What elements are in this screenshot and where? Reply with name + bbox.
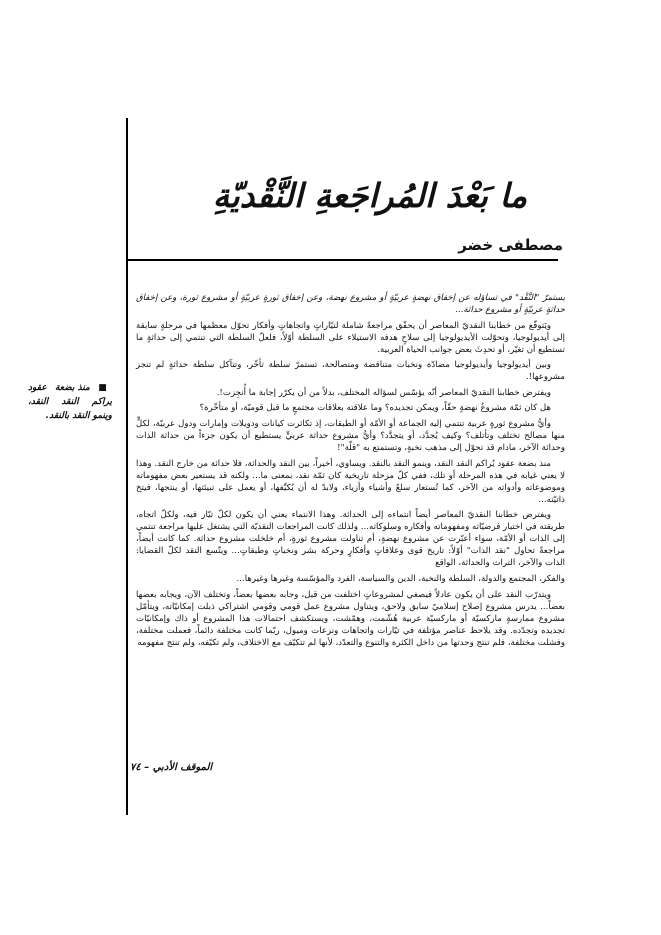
vertical-rule xyxy=(126,118,128,815)
body-paragraph: ويَتوقّع من خطابنا النقديّ المعاصر أن يحقّق مراجعةً شاملة لتيّاراتٍ واتجاهاتٍ وأفكار تحوّل معظمها في مرحلةٍ سابقة إلى أيديولوجيا، وتحوّلت الأيديولوجيا إلى سلاحٍ هدفه الاستيلاء على السلطة أوّلاً، فلعلّ السلطة التي تنتمي إلى حداثةٍ ما تستطيع أن تغيّر، أو تحدِثَ بعض جوانب الحياة العربية. xyxy=(136,320,565,355)
article-title: ما بَعْدَ المُراجَعةِ النَّقْديّةِ xyxy=(212,176,528,215)
article-author: مصطفى خضر xyxy=(458,236,563,254)
page-footer: الموقف الأدبي – ٧٤ xyxy=(130,762,213,773)
body-paragraph: هل كان ثمّة مشروعُ نهضةٍ حقّاً، ويمكن تجديده؟ وما علاقته بعلاقات مجتمعٍ ما قبل قوميّة، أو متأخّرة؟ xyxy=(199,403,551,414)
body-paragraph: والفكر، المجتمع والدولة، السلطة والنخبة، الدين والسياسة، الفرد والمؤسّسة وغيرها وغيرها... xyxy=(236,573,565,584)
pull-quote-text: منذ بضعة عقود يراكم النقد النقد، وينمو النقد بالنقد. xyxy=(28,383,112,421)
intro-paragraph: يستمرّ "النَّقْد" في تساؤله عن إخفاق نهضةٍ عربيّةٍ أو مشروع نهضة، وعن إخفاق ثورةٍ عربيّةٍ أو مشروع ثورة، وعن إخفاق حداثةٍ عربيّةٍ أو مشروع حداثة... xyxy=(136,293,565,316)
body-paragraph: ويتدرّب النقد على أن يكون عادلاً فيصغي لمشروعاتٍ اختلفت من قبل، وجابه بعضها بعضاً، وتختلف الآن، ويجابه بعضها بعضاً... يدرس مشروع إصلاح إسلاميّ سابق ولاحق، ويتناول مشروع عمل قومي وقومي اشتراكي ذبلت إمكانيّاته، ويتأمّل مشروع ممارسةٍ ماركسيّة أو ماركسيّة عربية هُشّمت، وهمّشت، ويستكشف احتمالات هذا المشروع أو ذاك وإمكانيّات تجديده وتجدّده. وقد يلاحظ عناصر مؤتلفة في تيّارات واتجاهات ونزعات وميول، ربّما كانت مختلفة دائماً، فعملت مختلفة، وفشلت مختلفة، فلم تنتج وحدتها من داخل الكثرة والتنوع والتعدّد، لأنها لم تتكيّف مع الاختلاف، ولم تكيّفه، ولم تنتج مفهومه xyxy=(136,589,565,648)
body-paragraph: منذ بضعة عقود يُراكم النقد النقد، وينمو النقد بالنقد. ويساوي، أخيراً، بين النقد والحداثة، فلا حداثة من خارج النقد. وهذا لا يعني غيابه في هذه المرحلة أو تلك، ففي كلّ مرحلة تاريخية كان ثمّة نقد، بمعنى ما... ولكنه قد يستعير بعض مفهوماته وموضوعاته وأدواته من الآخر، كما تُستعار سلعٌ وأشياء وأزياء، ولابدّ له أن يُكيِّفها، أو يعمل على تبيئتها، أو ينتجها، فيتخ ذاتيّته... xyxy=(136,458,565,505)
body-paragraph: ويفترض خطابنا النقديّ المعاصر أيضاً انتماءه إلى الحداثة. وهذا الانتماء يعني أن يكون لكلّ تيّار فيه، ولكلّ اتجاه، طريقته في اختبار فرضيّاته ومفهوماته وأفكاره وسلوكاته... ولذلك كانت المراجعات النقديّة التي يشتغل عليها مراجعة تنتمي إلى الذات أو الأمّة، سواء أعبّرت عن مشروع نهضةٍ، أم تناولت مشروع ثورةٍ، أم خلخلت مشروع حداثة. كما كانت أيضاً، مراجعةً تحاول "نقد الذات" أوّلاً: تاريخ قوى وعلاقاتٍ وأفكارٍ وحركة بشر ونخباتٍ وطبقاتٍ... ويتّسع النقد لكلّ القضايا: الذات والآخر، التراث والحداثة، الواقع xyxy=(136,510,565,569)
pull-quote xyxy=(28,381,112,423)
body-paragraph: ويفترض خطابنا النقديّ المعاصر أنّه يؤسّس لسؤاله المختلف، بدلاً من أن يكرّر إجابة ما أُنجِزت!. xyxy=(216,387,551,398)
body-paragraph: وبين أيديولوجيا وأيديولوجيا مضادّة ونخبات متناقضة ومتصالحة، تستمرّ سلطة تأخّر، وتتآكل سلطة حداثةٍ لم تنجز مشروعها!. xyxy=(136,360,565,383)
title-underline xyxy=(126,259,558,261)
body-paragraph: وأيُّ مشروع ثورةٍ عربية تنتمي إليه الجماعة أو الأمّة أو الطبقات، إذ تكاثرت كيانات ودويلات وإمارات ودول عربيّة، لكلٍّ منها مصالح تختلف وتأتلف؟ وكيف يُجدَّد، أو يتجدَّد؟ وأيُّ مشروع حداثة عربيٍّ يستطيع أن يكون جزءاً من حداثة الذات وحداثة الآخر، مادام قد تحوّل إلى مذهب نخبةٍ، وتستمتع به "قلّة"! xyxy=(136,418,565,454)
article-body xyxy=(136,292,565,652)
square-bullet-icon: ■ xyxy=(98,383,112,393)
